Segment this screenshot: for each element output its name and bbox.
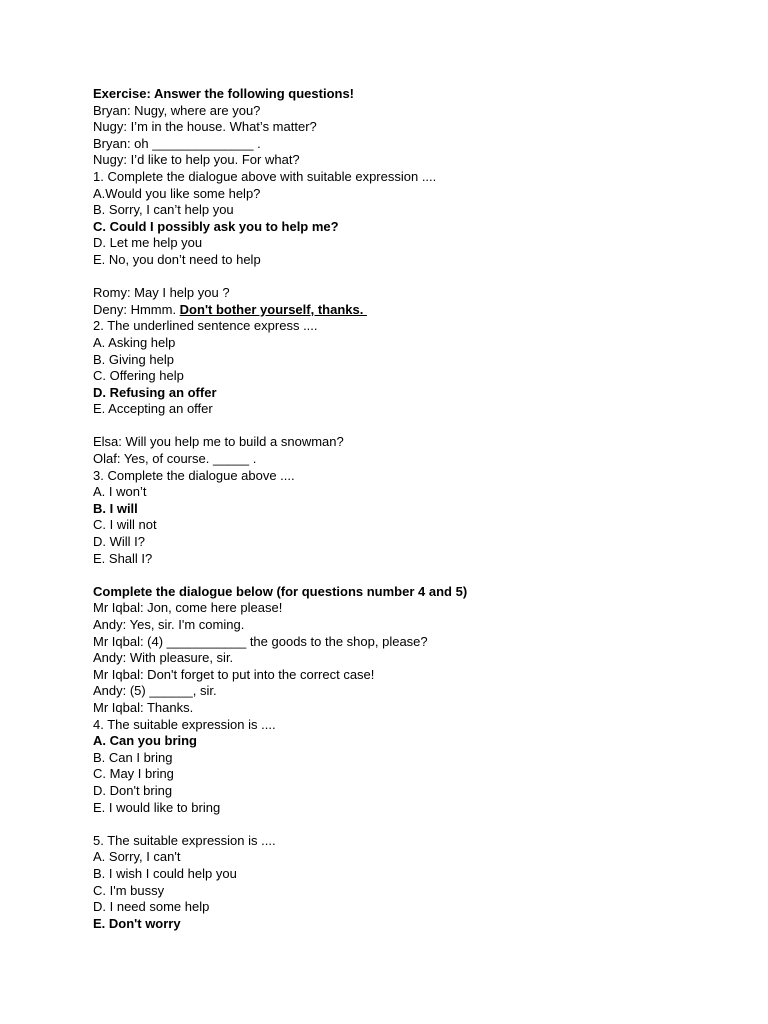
option-c: C. Offering help xyxy=(93,368,184,384)
option-d-answer: D. Refusing an offer xyxy=(93,384,217,400)
option-d: D. Don't bring xyxy=(93,782,173,798)
dialogue-line: Romy: May I help you ? xyxy=(93,285,230,301)
option-e: E. No, you don’t need to help xyxy=(93,251,261,267)
dialogue-line: Andy: Yes, sir. I'm coming. xyxy=(93,617,245,632)
underlined-sentence: Don't bother yourself, thanks. xyxy=(179,301,367,317)
dialogue-line: Nugy: I’m in the house. What’s matter? xyxy=(93,119,317,135)
option-c: C. I will not xyxy=(93,517,157,533)
dialogue-line xyxy=(93,302,733,319)
question-2: 2. The underlined sentence express .... xyxy=(93,318,318,334)
exercise-header: Exercise: Answer the following questions! xyxy=(93,86,355,101)
dialogue-line: Bryan: Nugy, where are you? xyxy=(93,102,261,118)
spacer xyxy=(93,816,733,833)
dialogue-line: Elsa: Will you help me to build a snowman? xyxy=(93,434,344,450)
option-a: A. I won’t xyxy=(93,484,147,500)
question-5: 5. The suitable expression is .... xyxy=(93,832,276,848)
dialogue-prefix: Deny: Hmmm. xyxy=(93,301,180,317)
option-d: D. Will I? xyxy=(93,534,145,550)
option-b-answer: B. I will xyxy=(93,500,138,516)
option-e: E. Shall I? xyxy=(93,550,153,566)
question-1: 1. Complete the dialogue above with suitable expression .... xyxy=(93,168,437,184)
dialogue-line: Nugy: I’d like to help you. For what? xyxy=(93,152,300,168)
option-c-answer: C. Could I possibly ask you to help me? xyxy=(93,218,339,234)
option-b: B. Giving help xyxy=(93,351,174,367)
spacer xyxy=(93,269,733,286)
option-c: C. May I bring xyxy=(93,766,174,782)
option-a: A.Would you like some help? xyxy=(93,185,261,201)
dialogue-line: Bryan: oh ______________ . xyxy=(93,135,261,151)
dialogue-line: Mr Iqbal: Don't forget to put into the correct case! xyxy=(93,666,375,682)
option-d: D. I need some help xyxy=(93,899,210,915)
option-b: B. Sorry, I can’t help you xyxy=(93,202,234,218)
question-4: 4. The suitable expression is .... xyxy=(93,716,276,732)
option-b: B. I wish I could help you xyxy=(93,865,237,881)
dialogue-line: Olaf: Yes, of course. _____ . xyxy=(93,451,257,467)
dialogue-line: Mr Iqbal: Thanks. xyxy=(93,699,194,715)
option-a: A. Asking help xyxy=(93,334,176,350)
option-b: B. Can I bring xyxy=(93,749,173,765)
dialogue-line: Andy: With pleasure, sir. xyxy=(93,650,234,666)
option-e: E. Accepting an offer xyxy=(93,401,213,417)
dialogue-line: Mr Iqbal: Jon, come here please! xyxy=(93,600,283,616)
option-a-answer: A. Can you bring xyxy=(93,733,197,749)
dialogue-line: Andy: (5) ______, sir. xyxy=(93,683,217,699)
option-c: C. I'm bussy xyxy=(93,882,165,898)
spacer xyxy=(93,567,733,584)
exercise-document xyxy=(93,86,733,932)
option-d: D. Let me help you xyxy=(93,235,203,251)
option-a: A. Sorry, I can't xyxy=(93,849,181,865)
dialogue-line: Mr Iqbal: (4) ___________ the goods to the shop, please? xyxy=(93,633,428,649)
question-3: 3. Complete the dialogue above .... xyxy=(93,467,295,483)
spacer xyxy=(93,418,733,435)
option-e-answer: E. Don't worry xyxy=(93,915,181,931)
option-e: E. I would like to bring xyxy=(93,799,221,815)
section-header: Complete the dialogue below (for questions number 4 and 5) xyxy=(93,583,468,599)
